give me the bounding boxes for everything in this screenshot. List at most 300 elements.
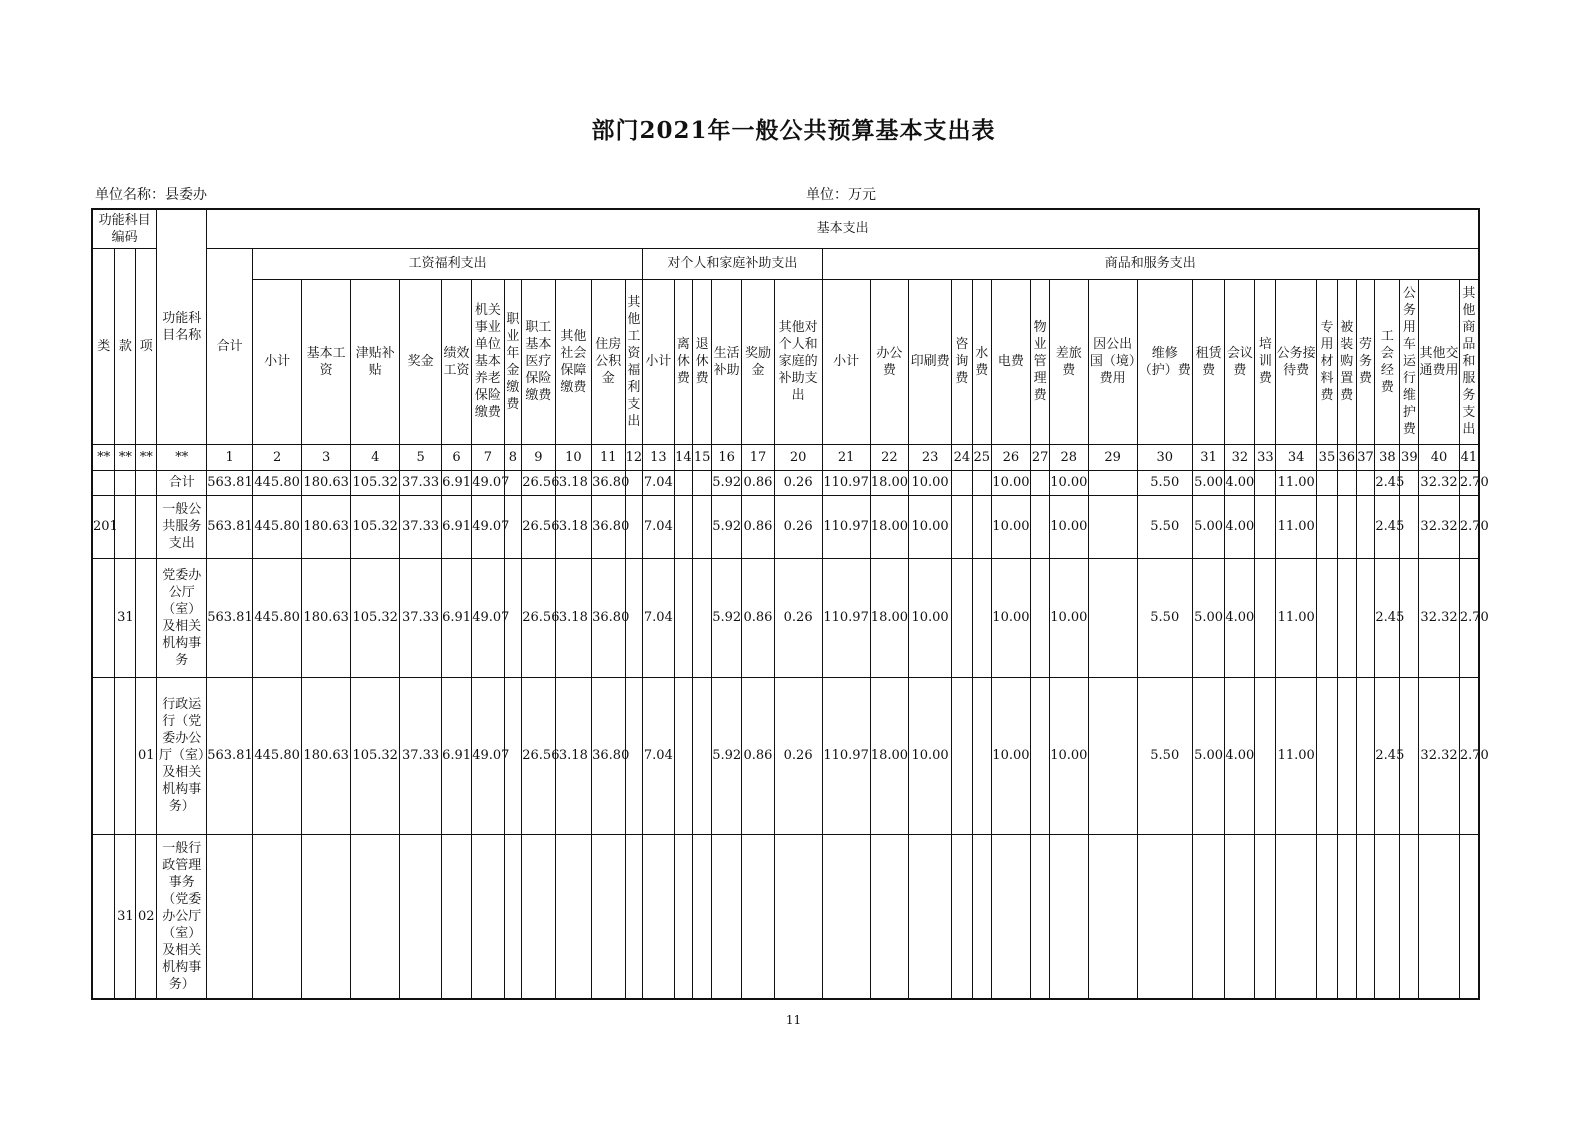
- cell-value: [1356, 558, 1375, 677]
- cell-lei: [92, 677, 115, 834]
- cell-value: [1356, 495, 1375, 558]
- column-index: 8: [504, 444, 522, 470]
- cell-value: [693, 495, 712, 558]
- cell-value: 10.00: [1050, 677, 1089, 834]
- header-xiang: 项: [136, 248, 157, 444]
- header-basic: 基本支出: [207, 209, 1479, 248]
- header-goods-col: 电费: [991, 279, 1031, 444]
- table-row: [92, 495, 1479, 558]
- cell-value: 6.91: [441, 495, 471, 558]
- cell-value: [674, 495, 693, 558]
- cell-value: 105.32: [351, 558, 400, 677]
- cell-value: [951, 495, 972, 558]
- cell-xiang: 01: [136, 677, 157, 834]
- cell-value: 0.26: [774, 470, 822, 495]
- cell-value: [674, 834, 693, 999]
- cell-value: 105.32: [351, 470, 400, 495]
- cell-value: [1031, 470, 1050, 495]
- header-goods-col: 水费: [972, 279, 991, 444]
- cell-value: 32.32: [1419, 558, 1460, 677]
- cell-value: [1337, 470, 1356, 495]
- cell-value: [693, 470, 712, 495]
- header-goods-col: 办公费: [870, 279, 909, 444]
- column-index: 1: [207, 444, 253, 470]
- cell-value: 7.04: [643, 558, 674, 677]
- header-salary-col: 奖金: [400, 279, 442, 444]
- cell-value: 445.80: [253, 677, 302, 834]
- cell-value: 4.00: [1225, 495, 1255, 558]
- cell-subject-name: 合计: [157, 470, 207, 495]
- page-title: 部门2021年一般公共预算基本支出表: [591, 117, 996, 144]
- cell-value: 10.00: [909, 558, 952, 677]
- cell-lei: [92, 834, 115, 999]
- cell-value: 5.50: [1137, 470, 1192, 495]
- header-goods-group: 商品和服务支出: [822, 248, 1479, 279]
- cell-value: [1255, 495, 1276, 558]
- cell-value: [693, 558, 712, 677]
- cell-value: [674, 677, 693, 834]
- cell-value: 5.00: [1192, 470, 1224, 495]
- cell-value: [1419, 834, 1460, 999]
- header-lei: 类: [92, 248, 115, 444]
- cell-value: 0.26: [774, 558, 822, 677]
- cell-value: 36.80: [592, 558, 625, 677]
- cell-value: 5.92: [712, 470, 742, 495]
- cell-subject-name: 行政运行（党委办公厅（室）及相关机构事务）: [157, 677, 207, 834]
- column-index: 9: [522, 444, 555, 470]
- header-personal-group: 对个人和家庭补助支出: [643, 248, 822, 279]
- column-index: **: [92, 444, 115, 470]
- cell-value: [951, 470, 972, 495]
- cell-value: [1276, 834, 1317, 999]
- cell-value: 32.32: [1419, 495, 1460, 558]
- header-personal-col: 退休费: [693, 279, 712, 444]
- cell-value: 7.04: [643, 495, 674, 558]
- cell-value: 26.56: [522, 495, 555, 558]
- cell-value: [1337, 677, 1356, 834]
- column-index: 36: [1337, 444, 1356, 470]
- header-goods-col: 公务接待费: [1276, 279, 1317, 444]
- cell-value: 110.97: [822, 558, 870, 677]
- header-personal-col: 小计: [643, 279, 674, 444]
- column-index: 17: [742, 444, 774, 470]
- column-index: 40: [1419, 444, 1460, 470]
- cell-value: 11.00: [1276, 558, 1317, 677]
- cell-value: [1317, 495, 1338, 558]
- cell-value: 18.00: [870, 558, 909, 677]
- cell-value: 5.92: [712, 495, 742, 558]
- cell-value: [972, 470, 991, 495]
- cell-value: [742, 834, 774, 999]
- cell-value: 0.86: [742, 677, 774, 834]
- cell-value: [351, 834, 400, 999]
- cell-value: 32.32: [1419, 677, 1460, 834]
- header-salary-col: 职业年金缴费: [504, 279, 522, 444]
- cell-value: [909, 834, 952, 999]
- cell-value: 11.00: [1276, 495, 1317, 558]
- cell-value: 49.07: [472, 558, 504, 677]
- cell-value: [712, 834, 742, 999]
- cell-value: 3.18: [555, 677, 592, 834]
- cell-value: 49.07: [472, 495, 504, 558]
- header-goods-col: 工会经费: [1375, 279, 1400, 444]
- cell-value: 37.33: [400, 558, 442, 677]
- header-goods-col: 劳务费: [1356, 279, 1375, 444]
- cell-value: 0.86: [742, 558, 774, 677]
- cell-value: 2.45: [1375, 677, 1400, 834]
- cell-value: [1317, 834, 1338, 999]
- header-salary-col: 津贴补贴: [351, 279, 400, 444]
- cell-value: 36.80: [592, 677, 625, 834]
- cell-value: [1255, 834, 1276, 999]
- cell-value: 563.81: [207, 495, 253, 558]
- cell-kuan: 31: [115, 834, 136, 999]
- cell-value: 0.26: [774, 677, 822, 834]
- header-goods-col: 其他商品和服务支出: [1459, 279, 1479, 444]
- cell-value: 26.56: [522, 470, 555, 495]
- cell-value: 0.86: [742, 470, 774, 495]
- cell-value: 18.00: [870, 470, 909, 495]
- cell-value: 563.81: [207, 558, 253, 677]
- cell-value: [504, 834, 522, 999]
- table-row: [92, 558, 1479, 677]
- cell-value: 5.00: [1192, 677, 1224, 834]
- cell-value: 37.33: [400, 470, 442, 495]
- cell-value: [1317, 677, 1338, 834]
- cell-value: 3.18: [555, 495, 592, 558]
- cell-value: 4.00: [1225, 677, 1255, 834]
- cell-value: [1255, 470, 1276, 495]
- header-goods-col: 租赁费: [1192, 279, 1224, 444]
- column-index: 28: [1050, 444, 1089, 470]
- column-index: 24: [951, 444, 972, 470]
- cell-value: [774, 834, 822, 999]
- cell-value: 7.04: [643, 470, 674, 495]
- cell-value: [522, 834, 555, 999]
- header-total: 合计: [207, 248, 253, 444]
- cell-value: 10.00: [1050, 495, 1089, 558]
- cell-value: 6.91: [441, 470, 471, 495]
- cell-value: [1088, 495, 1137, 558]
- cell-value: [1459, 834, 1479, 999]
- cell-value: 18.00: [870, 677, 909, 834]
- cell-value: [1137, 834, 1192, 999]
- cell-value: 5.00: [1192, 558, 1224, 677]
- cell-value: 2.70: [1459, 495, 1479, 558]
- cell-value: [1088, 677, 1137, 834]
- cell-kuan: [115, 470, 136, 495]
- table-row: [92, 834, 1479, 999]
- header-goods-col: 会议费: [1225, 279, 1255, 444]
- cell-value: 5.50: [1137, 495, 1192, 558]
- cell-value: 5.92: [712, 677, 742, 834]
- cell-value: 7.04: [643, 677, 674, 834]
- cell-subject-name: 党委办公厅（室）及相关机构事务: [157, 558, 207, 677]
- header-salary-col: 职工基本医疗保险缴费: [522, 279, 555, 444]
- cell-value: [1088, 834, 1137, 999]
- header-salary-col: 住房公积金: [592, 279, 625, 444]
- cell-value: 5.50: [1137, 677, 1192, 834]
- cell-value: 2.45: [1375, 558, 1400, 677]
- column-index: 34: [1276, 444, 1317, 470]
- cell-value: 563.81: [207, 677, 253, 834]
- cell-value: 10.00: [909, 495, 952, 558]
- header-goods-col: 维修（护）费: [1137, 279, 1192, 444]
- cell-kuan: [115, 495, 136, 558]
- cell-value: 49.07: [472, 677, 504, 834]
- cell-value: [972, 834, 991, 999]
- cell-value: [1356, 834, 1375, 999]
- header-goods-col: 小计: [822, 279, 870, 444]
- cell-value: 10.00: [991, 470, 1031, 495]
- column-index: 5: [400, 444, 442, 470]
- column-index: **: [115, 444, 136, 470]
- column-index: 6: [441, 444, 471, 470]
- cell-value: 180.63: [302, 558, 351, 677]
- cell-value: 10.00: [909, 470, 952, 495]
- cell-value: 2.70: [1459, 470, 1479, 495]
- cell-value: [991, 834, 1031, 999]
- header-code-group: 功能科目编码: [92, 209, 157, 248]
- cell-value: 445.80: [253, 495, 302, 558]
- cell-value: [1337, 495, 1356, 558]
- cell-value: 2.70: [1459, 558, 1479, 677]
- column-index: 29: [1088, 444, 1137, 470]
- cell-value: [972, 558, 991, 677]
- cell-xiang: [136, 495, 157, 558]
- cell-value: [441, 834, 471, 999]
- cell-value: [1400, 834, 1419, 999]
- cell-value: 180.63: [302, 495, 351, 558]
- cell-value: [643, 834, 674, 999]
- cell-value: [253, 834, 302, 999]
- cell-value: [1356, 677, 1375, 834]
- header-goods-col: 因公出国（境）费用: [1088, 279, 1137, 444]
- cell-value: 10.00: [991, 677, 1031, 834]
- cell-value: [822, 834, 870, 999]
- column-index: 26: [991, 444, 1031, 470]
- cell-value: 105.32: [351, 677, 400, 834]
- column-index: 38: [1375, 444, 1400, 470]
- cell-value: 36.80: [592, 470, 625, 495]
- column-index: 7: [472, 444, 504, 470]
- header-salary-col: 其他工资福利支出: [625, 279, 643, 444]
- header-name: 功能科目名称: [157, 209, 207, 444]
- cell-value: [1317, 558, 1338, 677]
- cell-value: 3.18: [555, 470, 592, 495]
- cell-value: 2.45: [1375, 470, 1400, 495]
- column-index: 4: [351, 444, 400, 470]
- cell-value: [951, 677, 972, 834]
- cell-value: 5.50: [1137, 558, 1192, 677]
- cell-xiang: 02: [136, 834, 157, 999]
- cell-value: 32.32: [1419, 470, 1460, 495]
- column-index: 35: [1317, 444, 1338, 470]
- cell-value: [207, 834, 253, 999]
- cell-kuan: 31: [115, 558, 136, 677]
- cell-subject-name: 一般公共服务支出: [157, 495, 207, 558]
- header-goods-col: 印刷费: [909, 279, 952, 444]
- column-index: 14: [674, 444, 693, 470]
- cell-value: [1225, 834, 1255, 999]
- column-index: 2: [253, 444, 302, 470]
- column-index: 20: [774, 444, 822, 470]
- unit-label: 单位：万元: [806, 187, 876, 203]
- cell-value: [555, 834, 592, 999]
- cell-value: 26.56: [522, 677, 555, 834]
- page-number: 11: [785, 1013, 802, 1027]
- cell-value: 10.00: [991, 558, 1031, 677]
- cell-value: 10.00: [1050, 470, 1089, 495]
- cell-value: [1050, 834, 1089, 999]
- cell-value: [1088, 558, 1137, 677]
- cell-value: [693, 677, 712, 834]
- cell-value: 6.91: [441, 558, 471, 677]
- cell-value: [693, 834, 712, 999]
- header-salary-col: 机关事业单位基本养老保险缴费: [472, 279, 504, 444]
- cell-value: [674, 558, 693, 677]
- header-salary-col: 其他社会保障缴费: [555, 279, 592, 444]
- column-index: 11: [592, 444, 625, 470]
- header-goods-col: 物业管理费: [1031, 279, 1050, 444]
- column-index: 12: [625, 444, 643, 470]
- cell-value: 10.00: [1050, 558, 1089, 677]
- cell-value: 37.33: [400, 677, 442, 834]
- header-goods-col: 被装购置费: [1337, 279, 1356, 444]
- cell-value: 110.97: [822, 677, 870, 834]
- cell-value: [625, 834, 643, 999]
- cell-lei: 201: [92, 495, 115, 558]
- cell-lei: [92, 558, 115, 677]
- header-goods-col: 其他交通费用: [1419, 279, 1460, 444]
- column-index: 15: [693, 444, 712, 470]
- cell-subject-name: 一般行政管理事务（党委办公厅（室）及相关机构事务）: [157, 834, 207, 999]
- header-kuan: 款: [115, 248, 136, 444]
- header-goods-col: 培训费: [1255, 279, 1276, 444]
- column-index: 31: [1192, 444, 1224, 470]
- column-index: 39: [1400, 444, 1419, 470]
- cell-value: 49.07: [472, 470, 504, 495]
- cell-value: [592, 834, 625, 999]
- cell-value: 0.26: [774, 495, 822, 558]
- cell-value: [1031, 495, 1050, 558]
- column-index: 16: [712, 444, 742, 470]
- cell-value: 180.63: [302, 470, 351, 495]
- table-row: [92, 470, 1479, 495]
- header-personal-col: 生活补助: [712, 279, 742, 444]
- cell-value: 445.80: [253, 470, 302, 495]
- cell-value: 10.00: [909, 677, 952, 834]
- column-index: 22: [870, 444, 909, 470]
- cell-value: 11.00: [1276, 677, 1317, 834]
- column-index: 41: [1459, 444, 1479, 470]
- header-goods-col: 专用材料费: [1317, 279, 1338, 444]
- column-index: 13: [643, 444, 674, 470]
- cell-value: 11.00: [1276, 470, 1317, 495]
- cell-value: [302, 834, 351, 999]
- cell-value: 105.32: [351, 495, 400, 558]
- cell-value: [1031, 558, 1050, 677]
- column-index: 25: [972, 444, 991, 470]
- cell-value: [1192, 834, 1224, 999]
- cell-value: [472, 834, 504, 999]
- cell-value: 110.97: [822, 470, 870, 495]
- header-salary-col: 小计: [253, 279, 302, 444]
- cell-value: [1031, 834, 1050, 999]
- cell-value: [1337, 558, 1356, 677]
- header-salary-group: 工资福利支出: [253, 248, 643, 279]
- cell-value: 10.00: [991, 495, 1031, 558]
- cell-value: 0.86: [742, 495, 774, 558]
- column-index: **: [136, 444, 157, 470]
- column-index: 30: [1137, 444, 1192, 470]
- cell-value: [674, 470, 693, 495]
- cell-value: [870, 834, 909, 999]
- cell-value: [1356, 470, 1375, 495]
- cell-value: [1337, 834, 1356, 999]
- cell-value: 2.70: [1459, 677, 1479, 834]
- header-goods-col: 咨询费: [951, 279, 972, 444]
- cell-value: [972, 677, 991, 834]
- cell-xiang: [136, 470, 157, 495]
- cell-value: 5.92: [712, 558, 742, 677]
- cell-kuan: [115, 677, 136, 834]
- cell-value: [951, 834, 972, 999]
- cell-value: [1088, 470, 1137, 495]
- cell-value: 110.97: [822, 495, 870, 558]
- cell-value: [1031, 677, 1050, 834]
- column-index: 23: [909, 444, 952, 470]
- header-salary-col: 绩效工资: [441, 279, 471, 444]
- cell-value: 2.45: [1375, 495, 1400, 558]
- cell-lei: [92, 470, 115, 495]
- column-index: 37: [1356, 444, 1375, 470]
- cell-value: 563.81: [207, 470, 253, 495]
- cell-value: 6.91: [441, 677, 471, 834]
- column-index: 10: [555, 444, 592, 470]
- column-index: 33: [1255, 444, 1276, 470]
- header-goods-col: 差旅费: [1050, 279, 1089, 444]
- header-personal-col: 奖励金: [742, 279, 774, 444]
- cell-value: 5.00: [1192, 495, 1224, 558]
- column-index: 21: [822, 444, 870, 470]
- cell-value: [972, 495, 991, 558]
- cell-value: [1255, 558, 1276, 677]
- cell-value: 445.80: [253, 558, 302, 677]
- cell-value: 36.80: [592, 495, 625, 558]
- cell-value: [1317, 470, 1338, 495]
- header-goods-col: 公务用车运行维护费: [1400, 279, 1419, 444]
- cell-value: [1375, 834, 1400, 999]
- header-salary-col: 基本工资: [302, 279, 351, 444]
- cell-value: 4.00: [1225, 470, 1255, 495]
- header-personal-col: 其他对个人和家庭的补助支出: [774, 279, 822, 444]
- cell-value: 3.18: [555, 558, 592, 677]
- unit-name: 单位名称：县委办: [95, 187, 207, 203]
- header-personal-col: 离休费: [674, 279, 693, 444]
- cell-value: 37.33: [400, 495, 442, 558]
- table-row: [92, 677, 1479, 834]
- cell-value: 18.00: [870, 495, 909, 558]
- budget-table: [91, 208, 1489, 1000]
- column-index: **: [157, 444, 207, 470]
- column-index: 27: [1031, 444, 1050, 470]
- column-index: 32: [1225, 444, 1255, 470]
- cell-value: 26.56: [522, 558, 555, 677]
- cell-value: 180.63: [302, 677, 351, 834]
- cell-value: 4.00: [1225, 558, 1255, 677]
- column-index: 3: [302, 444, 351, 470]
